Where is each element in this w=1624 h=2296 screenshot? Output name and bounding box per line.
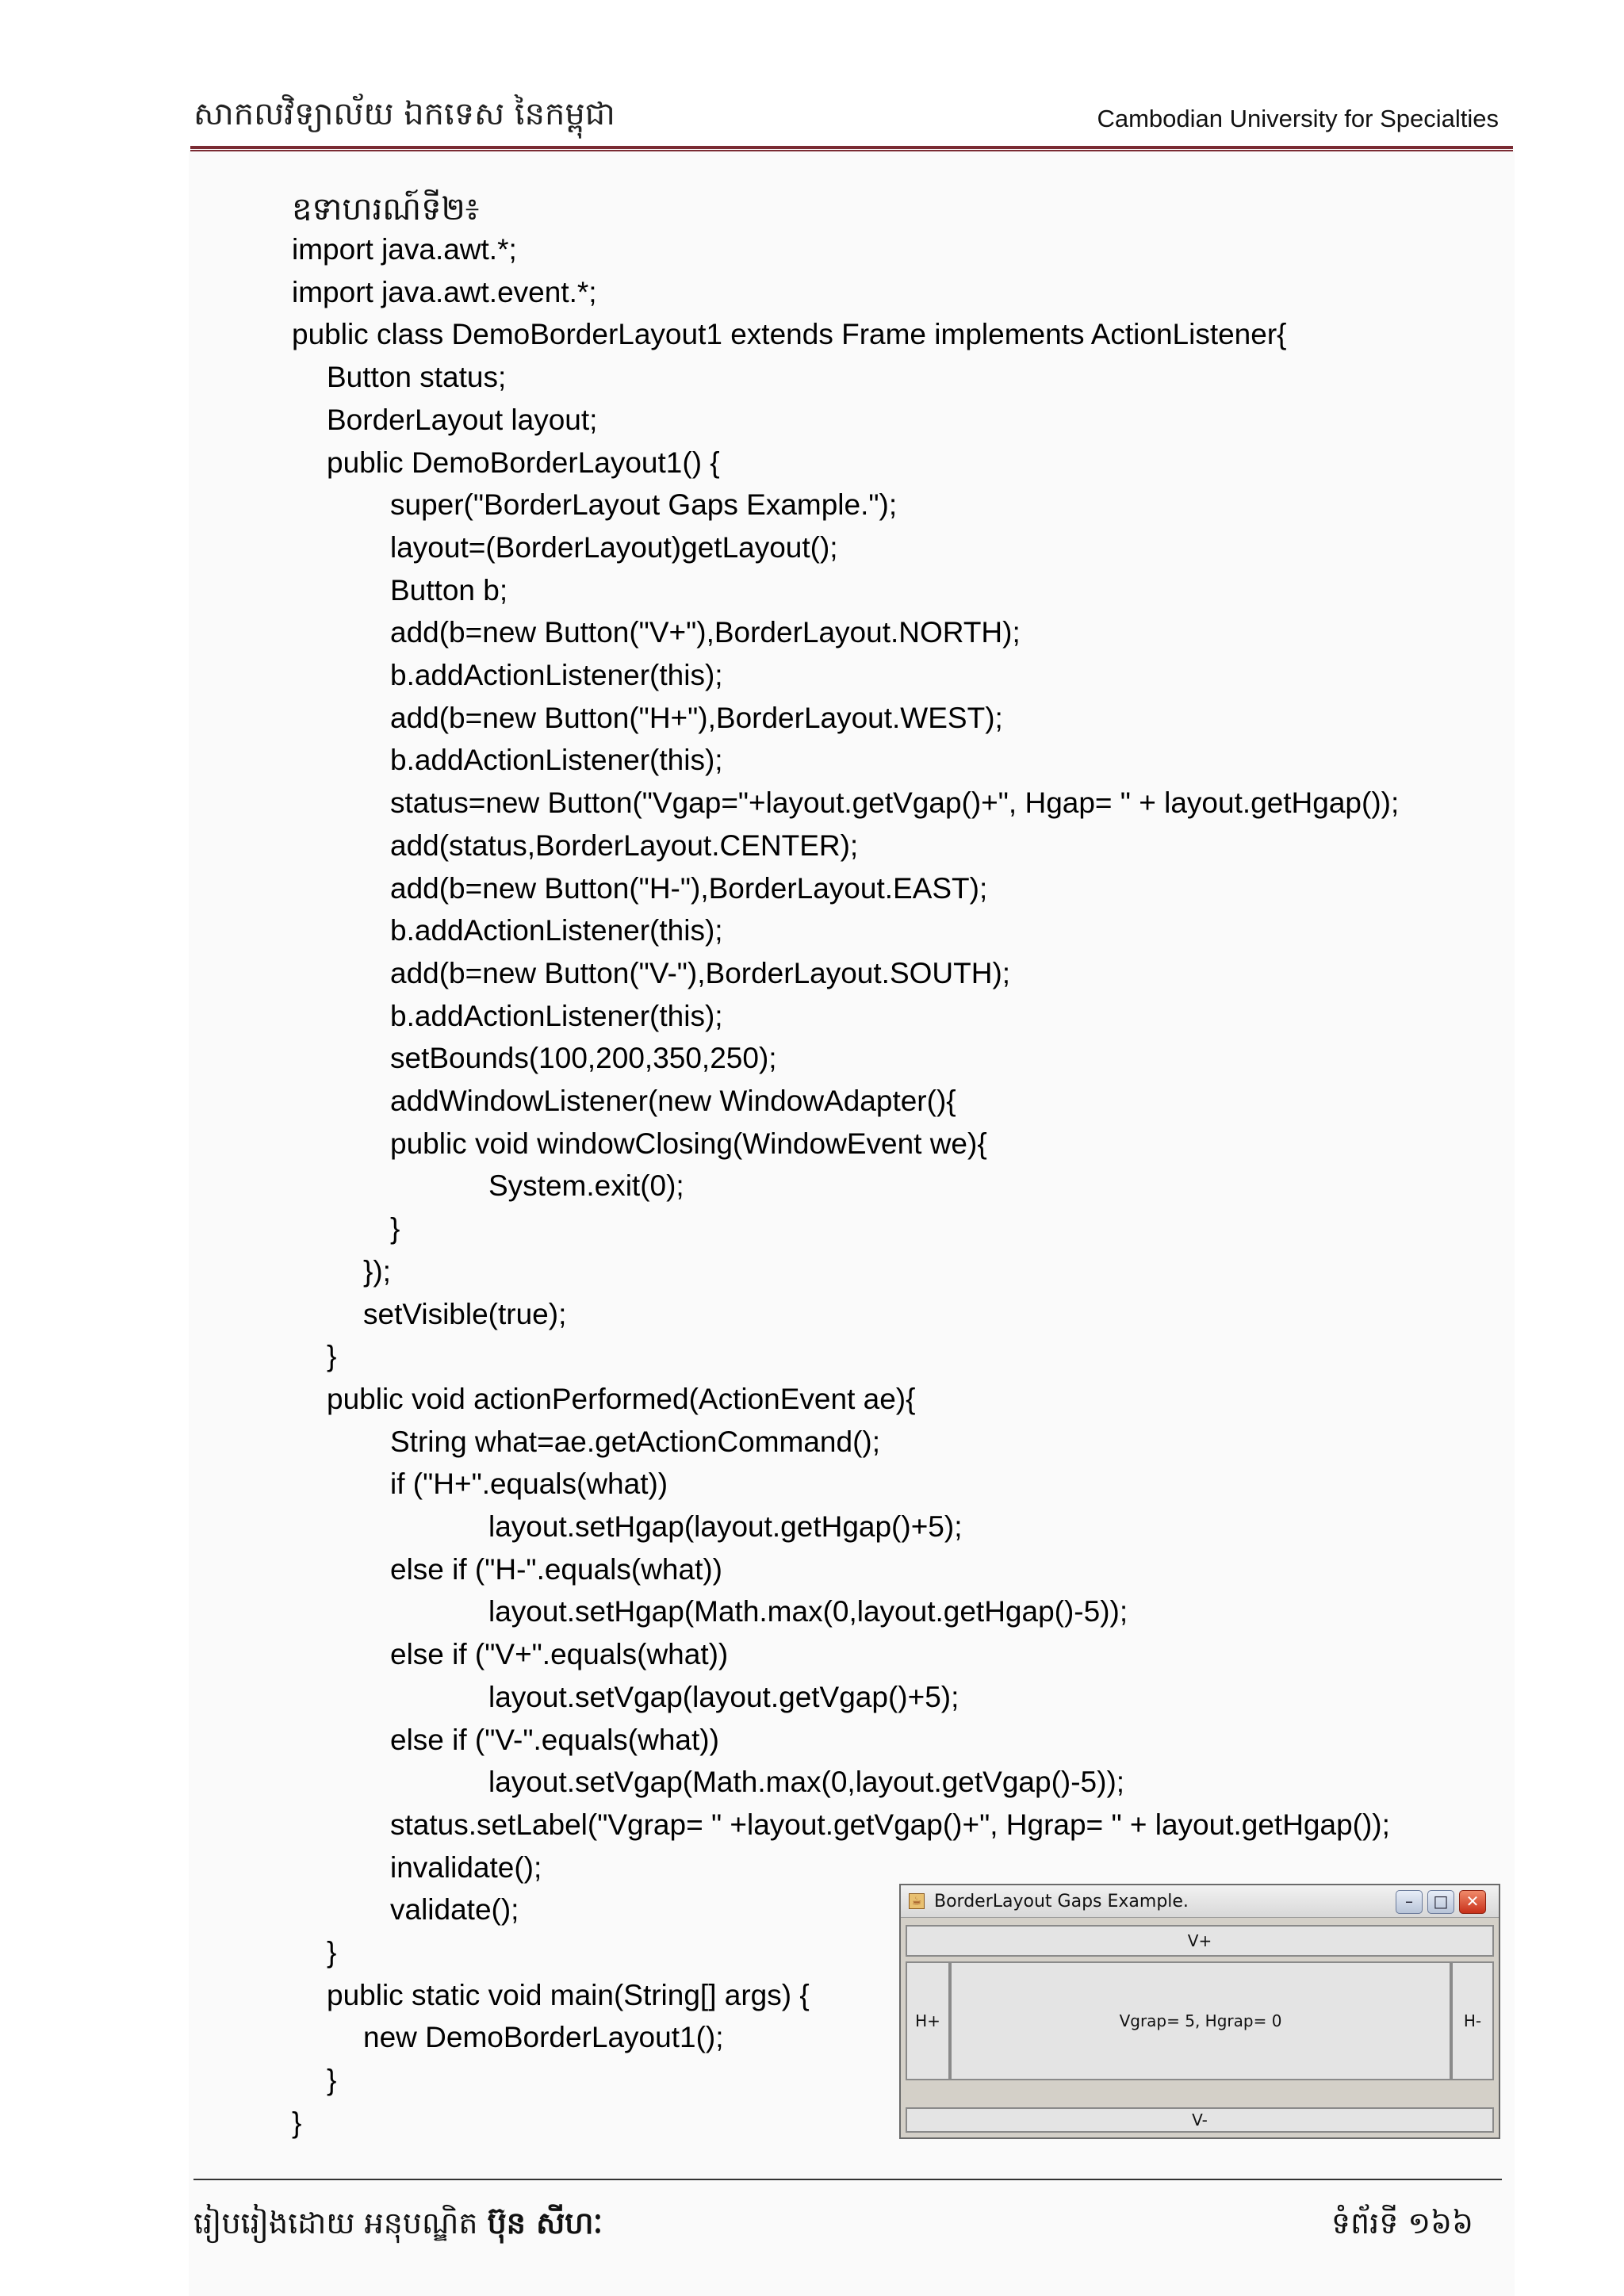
footer-author: ប៊ុន សីហៈ <box>487 2206 603 2241</box>
code-line: b.addActionListener(this); <box>390 914 723 947</box>
header-university-english: Cambodian University for Specialties <box>1097 105 1499 132</box>
code-line: public class DemoBorderLayout1 extends Frame implements ActionListener{ <box>292 318 1287 351</box>
h-plus-button[interactable]: H+ <box>906 1961 950 2080</box>
footer-rule <box>193 2179 1502 2180</box>
code-line: invalidate(); <box>390 1850 542 1884</box>
code-line: else if ("V+".equals(what)) <box>390 1638 729 1671</box>
code-line: } <box>327 1340 337 1373</box>
code-line: import java.awt.event.*; <box>292 275 597 308</box>
footer-credit <box>193 2204 603 2248</box>
code-line: } <box>327 1936 337 1969</box>
code-line: }); <box>363 1254 391 1288</box>
status-button[interactable]: Vgrap= 5, Hgrap= 0 <box>950 1961 1451 2080</box>
maximize-button[interactable]: □ <box>1427 1890 1454 1914</box>
code-line: else if ("H-".equals(what)) <box>390 1552 722 1586</box>
code-line: super("BorderLayout Gaps Example."); <box>390 488 898 522</box>
java-app-icon: ☕ <box>909 1893 925 1909</box>
footer-page-number: ទំព័រទី ១៦៦ <box>1331 2206 1473 2241</box>
window-titlebar <box>901 1885 1499 1918</box>
code-line: import java.awt.*; <box>292 233 517 266</box>
code-line: status=new Button("Vgap="+layout.getVgap()+", Hgap= " + layout.getHgap()); <box>390 786 1400 820</box>
code-line: add(b=new Button("V+"),BorderLayout.NORTH); <box>390 616 1021 649</box>
footer-prepared-by: រៀបរៀងដោយ អនុបណ្ឌិត <box>193 2206 478 2241</box>
code-line: new DemoBorderLayout1(); <box>363 2021 724 2054</box>
code-line: b.addActionListener(this); <box>390 659 723 691</box>
code-line: add(b=new Button("V-"),BorderLayout.SOUTH); <box>390 956 1011 989</box>
code-line: if ("H+".equals(what)) <box>390 1468 668 1501</box>
minimize-button[interactable]: – <box>1396 1890 1423 1914</box>
code-line: } <box>292 2106 302 2139</box>
code-line: layout.setHgap(layout.getHgap()+5); <box>488 1510 963 1543</box>
h-minus-button[interactable]: H- <box>1451 1961 1494 2080</box>
code-line: } <box>327 2064 337 2097</box>
code-line: public DemoBorderLayout1() { <box>327 446 720 479</box>
code-line: layout.setVgap(layout.getVgap()+5); <box>488 1680 959 1713</box>
window-title: BorderLayout Gaps Example. <box>934 1892 1189 1911</box>
code-line: setVisible(true); <box>363 1297 567 1330</box>
code-line: } <box>390 1212 400 1246</box>
code-line: status.setLabel("Vgrap= " +layout.getVgap()+", Hgrap= " + layout.getHgap()); <box>390 1808 1390 1841</box>
header-rule <box>190 146 1513 151</box>
code-line: b.addActionListener(this); <box>390 744 723 777</box>
code-line: layout=(BorderLayout)getLayout(); <box>390 530 838 564</box>
code-line: public void windowClosing(WindowEvent we){ <box>390 1127 987 1160</box>
code-line: Button b; <box>390 573 508 607</box>
code-line: String what=ae.getActionCommand(); <box>390 1425 880 1458</box>
code-line: add(b=new Button("H+"),BorderLayout.WEST); <box>390 701 1003 734</box>
header-university-khmer: សាកលវិទ្យាល័យ ឯកទេស នៃកម្ពុជា <box>193 96 615 132</box>
code-line: else if ("V-".equals(what)) <box>390 1723 719 1756</box>
code-line: add(b=new Button("H-"),BorderLayout.EAST); <box>390 871 988 905</box>
code-line: System.exit(0); <box>488 1169 684 1203</box>
code-line: b.addActionListener(this); <box>390 999 723 1032</box>
code-line: addWindowListener(new WindowAdapter(){ <box>390 1085 956 1117</box>
code-line: Button status; <box>327 361 507 394</box>
code-line: public static void main(String[] args) { <box>327 1978 810 2011</box>
window-screenshot <box>899 1884 1500 2139</box>
code-line: setBounds(100,200,350,250); <box>390 1042 777 1075</box>
example-heading: ឧទាហរណ៍ទី២៖ <box>292 191 480 228</box>
code-line: public void actionPerformed(ActionEvent ae){ <box>327 1382 916 1415</box>
v-minus-button[interactable]: V- <box>906 2107 1494 2133</box>
code-line: BorderLayout layout; <box>327 403 598 436</box>
code-line: layout.setHgap(Math.max(0,layout.getHgap()-5)); <box>488 1595 1128 1628</box>
code-line: add(status,BorderLayout.CENTER); <box>390 828 859 862</box>
code-line: validate(); <box>390 1893 519 1927</box>
close-button[interactable]: ✕ <box>1459 1890 1486 1914</box>
v-plus-button[interactable]: V+ <box>906 1925 1494 1957</box>
code-line: layout.setVgap(Math.max(0,layout.getVgap()-5)); <box>488 1766 1125 1799</box>
